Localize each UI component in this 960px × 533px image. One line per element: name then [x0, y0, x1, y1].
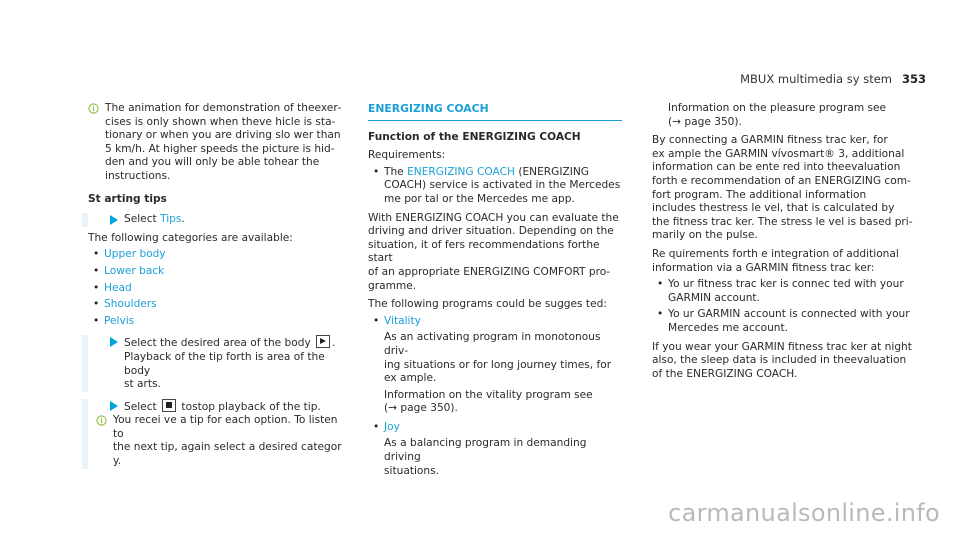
categories-intro: The following categories are available:	[88, 231, 293, 244]
para-line: forth e recommendation of an ENERGIZING com‐	[652, 174, 911, 187]
programs-list	[368, 315, 622, 479]
req-line: COACH) service is activated in the Mercedes	[384, 179, 621, 192]
note-animation	[88, 102, 350, 184]
para-line: With ENERGIZING COACH you can evaluate the	[368, 211, 619, 224]
requirements-label: Requirements:	[368, 149, 446, 162]
para-line: By connecting a GARMIN fitness trac ker, for	[652, 134, 888, 147]
joy-info	[652, 102, 914, 129]
page-header	[740, 72, 926, 86]
para-line: also, the sleep data is included in theevaluation	[652, 354, 907, 367]
column-left	[88, 102, 350, 469]
paragraph-garmin	[652, 134, 914, 243]
para-line: the fitness trac ker. The stress le vel is based pri‐	[652, 215, 913, 228]
para-line: As a balancing program in demanding driving	[384, 437, 587, 464]
subheading: Function of the ENERGIZING COACH	[368, 130, 581, 143]
para-line: situation, it of fers recommendations forthe start	[368, 238, 600, 265]
para-line: Mercedes me account.	[668, 321, 789, 334]
step-line: st arts.	[124, 378, 161, 391]
starting-tips-heading: St arting tips	[88, 192, 167, 205]
para-line: Re quirements forth e integration of additional	[652, 247, 899, 260]
tips-link[interactable]: Tips	[160, 213, 182, 226]
programs-intro: The following programs could be sugges ted:	[368, 298, 607, 311]
step-select-tips	[82, 213, 350, 227]
para-line: information can be ente red into theevaluation	[652, 161, 901, 174]
para-line: As an activating program in monotonous driv‐	[384, 331, 601, 357]
req-line: me por tal or the Mercedes me app.	[384, 192, 575, 205]
para-line: ex ample.	[384, 372, 437, 385]
garmin-req-item	[652, 278, 914, 305]
para-line: GARMIN account.	[668, 291, 760, 304]
category-upper-body[interactable]: • Upper body	[88, 248, 350, 262]
note-line: den and you will only be able tohear the	[105, 156, 320, 169]
requirement-item	[368, 166, 622, 207]
req-text: The	[384, 165, 408, 178]
category-head[interactable]: • Head	[88, 282, 350, 296]
para-line: gramme.	[368, 279, 417, 292]
category-shoulders[interactable]: • Shoulders	[88, 298, 350, 312]
program-vitality	[368, 315, 622, 416]
para-line: ex ample the GARMIN vívosmart® 3, additional	[652, 147, 905, 160]
program-joy	[368, 421, 622, 478]
category-lower-back[interactable]: • Lower back	[88, 265, 350, 279]
para-line: • Yo ur GARMIN account is connected with your	[668, 308, 910, 321]
req-text: (ENERGIZING	[514, 165, 589, 178]
para-line: information via a GARMIN fitness trac ker:	[652, 261, 875, 274]
vitality-link[interactable]: Vitality	[384, 314, 421, 327]
paragraph-requirements	[652, 248, 914, 275]
para-line: • Yo ur fitness trac ker is connec ted with your	[668, 278, 904, 291]
header-title: MBUX multimedia sy stem	[740, 72, 892, 86]
note-line: the next tip, again select a desired categor y.	[113, 441, 342, 468]
paragraph-evaluate	[368, 212, 622, 294]
note-line: The animation for demonstration of theexer‐	[105, 102, 342, 114]
info-icon	[96, 415, 107, 426]
para-line: includes thestress le vel, that is calculated by	[652, 202, 895, 215]
step-text: .	[332, 337, 336, 350]
watermark: carmanualsonline.info	[668, 499, 940, 527]
categories-list	[88, 248, 350, 328]
page-ref[interactable]: (→ page 350).	[668, 115, 742, 128]
column-right	[652, 102, 914, 381]
para-line: situations.	[384, 464, 440, 477]
note-line: 5 km/h. At higher speeds the picture is hid‐	[105, 142, 335, 155]
stop-icon	[162, 399, 176, 412]
note-line: You recei ve a tip for each option. To listen to	[113, 414, 338, 440]
para-line: ing situations or for long journey times, for	[384, 358, 612, 371]
page-number: 353	[901, 72, 926, 86]
paragraph-sleep	[652, 341, 914, 382]
note-line: instructions.	[105, 169, 171, 182]
garmin-req-item	[652, 308, 914, 335]
section-title: ENERGIZING COACH	[368, 102, 622, 121]
step-arrow-icon	[110, 215, 118, 225]
play-icon	[316, 335, 330, 348]
step-arrow-icon	[110, 401, 118, 411]
requirements-list	[368, 166, 622, 207]
step-select-area	[82, 335, 350, 391]
note-line: tionary or when you are driving slo wer than	[105, 129, 341, 142]
step-text: .	[181, 213, 185, 226]
step-stop-playback	[82, 399, 350, 469]
column-middle	[368, 102, 622, 481]
step-line: Playback of the tip forth is area of the body	[124, 350, 325, 377]
energizing-coach-link[interactable]: ENERGIZING COACH	[407, 165, 515, 178]
category-pelvis[interactable]: • Pelvis	[88, 315, 350, 329]
para-line: driving and driver situation. Depending on the	[368, 225, 614, 238]
garmin-requirements-list	[652, 278, 914, 335]
step-text: Select	[124, 213, 161, 226]
step-arrow-icon	[110, 337, 118, 347]
para-line: If you wear your GARMIN fitness trac ker at night	[652, 340, 912, 353]
step-text: tostop playback of the tip.	[178, 400, 321, 413]
step-text: Select	[124, 400, 161, 413]
note-line: cises is only shown when theve hicle is sta‐	[105, 115, 336, 128]
para-line: of the ENERGIZING COACH.	[652, 367, 798, 380]
joy-link[interactable]: Joy	[384, 420, 400, 433]
info-icon	[88, 103, 99, 114]
para-line: Information on the pleasure program see	[668, 102, 887, 114]
para-line: of an appropriate ENERGIZING COMFORT pro‐	[368, 265, 611, 278]
para-line: marily on the pulse.	[652, 229, 758, 242]
page-ref[interactable]: (→ page 350).	[384, 402, 458, 415]
note-tip	[96, 414, 350, 468]
para-line: fort program. The additional information	[652, 188, 867, 201]
para-line: Information on the vitality program see	[384, 388, 593, 401]
step-text: Select the desired area of the body	[124, 337, 315, 350]
